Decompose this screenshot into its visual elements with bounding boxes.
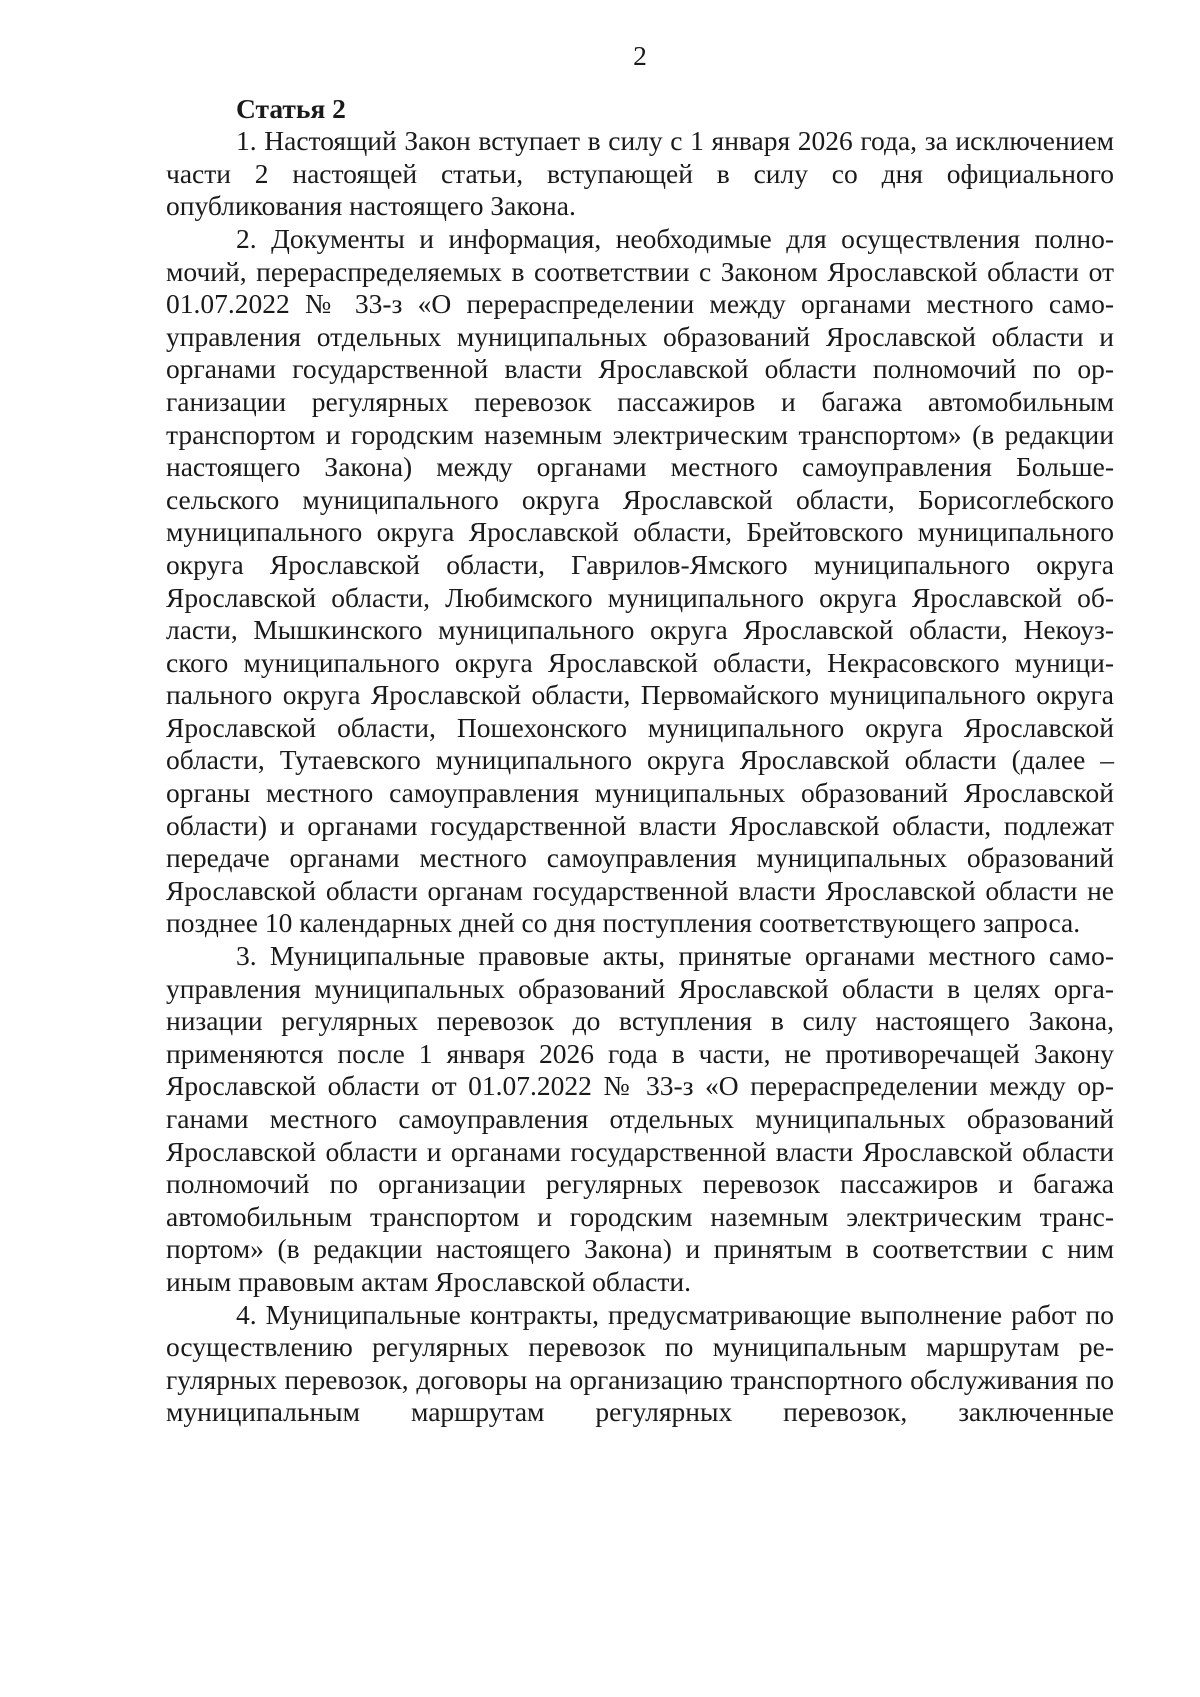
paragraph-2: 2. Документы и информация, необходимые для осуществления полномочий, перераспределяемых в соответствии с Законом Ярославской области от 01.07.2022 № 33-з «О перераспределении между органами местного самоуправления отдельных муниципальных образований Ярославской области и органами государственной власти Ярославской области полномочий по организации регулярных перевозок пассажиров и багажа автомобильным транспортом и городским наземным электрическим транспортом» (в редакции настоящего Закона) между органами местного самоуправления Большесельского муниципального округа Ярославской области, Борисоглебского муниципального округа Ярославской области, Брейтовского муниципального округа Ярославской области, Гаврилов-Ямского муниципального округа Ярославской области, Любимского муниципального округа Ярославской области, Мышкинского муниципального округа Ярославской области, Некоузского муниципального округа Ярославской области, Некрасовского муниципального округа Ярославской области, Первомайского муниципального округа Ярославской области, Пошехонского муниципального округа Ярославской области, Тутаевского муниципального округа Ярославской области (далее – органы местного самоуправления муниципальных образований Ярославской области) и органами государственной власти Ярославской области, подлежат передаче органами местного самоуправления муниципальных образований Ярославской области органам государственной власти Ярославской области не позднее 10 календарных дней со дня поступления соответствующего запроса.	[166, 222, 1114, 939]
paragraph-1: 1. Настоящий Закон вступает в силу с 1 января 2026 года, за исключением части 2 настоящей статьи, вступающей в силу со дня официального опубликования настоящего Закона.	[166, 125, 1114, 222]
article-title: Статья 2	[236, 92, 346, 124]
paragraph-4: 4. Муниципальные контракты, предусматривающие выполнение работ по осуществлению регулярных перевозок по муниципальным маршрутам регулярных перевозок, договоры на организацию транспортного обслуживания по муниципальным маршрутам регулярных перевозок, заключенные	[166, 1298, 1114, 1428]
page-number: 2	[633, 40, 647, 71]
paragraph-3: 3. Муниципальные правовые акты, принятые органами местного самоуправления муниципальных образований Ярославской области в целях организации регулярных перевозок до вступления в силу настоящего Закона, применяются после 1 января 2026 года в части, не противоречащей Закону Ярославской области от 01.07.2022 № 33-з «О перераспределении между органами местного самоуправления отдельных муниципальных образований Ярославской области и органами государственной власти Ярославской области полномочий по организации регулярных перевозок пассажиров и багажа автомобильным транспортом и городским наземным электрическим транспортом» (в редакции настоящего Закона) и принятым в соответствии с ним иным правовым актам Ярославской области.	[166, 940, 1114, 1297]
